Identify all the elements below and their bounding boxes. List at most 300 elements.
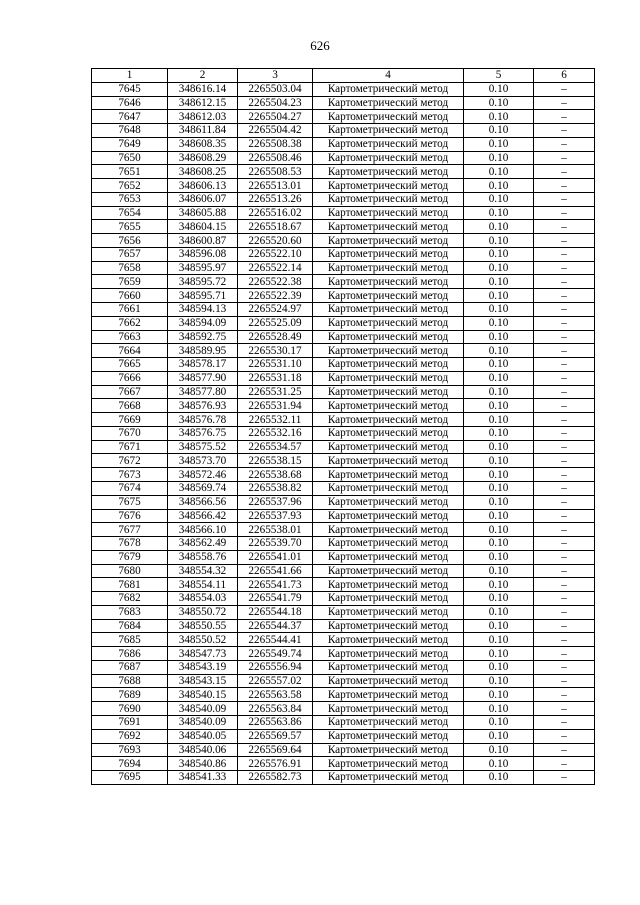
x-coordinate-cell: 348605.88: [168, 206, 238, 220]
table-row: [92, 124, 595, 138]
table-row: [92, 605, 595, 619]
y-coordinate-cell: 2265508.46: [238, 151, 313, 165]
y-coordinate-cell: 2265541.01: [238, 550, 313, 564]
y-coordinate-cell: 2265528.49: [238, 330, 313, 344]
y-coordinate-cell: 2265557.02: [238, 674, 313, 688]
method-cell: Картометрический метод: [313, 523, 464, 537]
point-number-cell: 7668: [92, 399, 168, 413]
method-cell: Картометрический метод: [313, 206, 464, 220]
point-number-cell: 7686: [92, 647, 168, 661]
method-cell: Картометрический метод: [313, 165, 464, 179]
accuracy-cell: 0.10: [464, 330, 534, 344]
method-cell: Картометрический метод: [313, 330, 464, 344]
y-coordinate-cell: 2265563.84: [238, 702, 313, 716]
x-coordinate-cell: 348566.42: [168, 509, 238, 523]
method-cell: Картометрический метод: [313, 715, 464, 729]
x-coordinate-cell: 348600.87: [168, 234, 238, 248]
note-cell: –: [534, 220, 595, 234]
point-number-cell: 7693: [92, 743, 168, 757]
y-coordinate-cell: 2265532.16: [238, 426, 313, 440]
method-cell: Картометрический метод: [313, 578, 464, 592]
accuracy-cell: 0.10: [464, 619, 534, 633]
accuracy-cell: 0.10: [464, 426, 534, 440]
method-cell: Картометрический метод: [313, 509, 464, 523]
note-cell: –: [534, 537, 595, 551]
accuracy-cell: 0.10: [464, 481, 534, 495]
accuracy-cell: 0.10: [464, 151, 534, 165]
method-cell: Картометрический метод: [313, 413, 464, 427]
note-cell: –: [534, 316, 595, 330]
table-row: [92, 330, 595, 344]
accuracy-cell: 0.10: [464, 275, 534, 289]
y-coordinate-cell: 2265522.14: [238, 261, 313, 275]
y-coordinate-cell: 2265569.64: [238, 743, 313, 757]
point-number-cell: 7657: [92, 247, 168, 261]
table-row: [92, 220, 595, 234]
point-number-cell: 7691: [92, 715, 168, 729]
table-row: [92, 715, 595, 729]
point-number-cell: 7692: [92, 729, 168, 743]
x-coordinate-cell: 348616.14: [168, 82, 238, 96]
accuracy-cell: 0.10: [464, 165, 534, 179]
x-coordinate-cell: 348577.90: [168, 371, 238, 385]
table-row: [92, 509, 595, 523]
method-cell: Картометрический метод: [313, 344, 464, 358]
y-coordinate-cell: 2265513.01: [238, 179, 313, 193]
note-cell: –: [534, 371, 595, 385]
note-cell: –: [534, 619, 595, 633]
method-cell: Картометрический метод: [313, 537, 464, 551]
accuracy-cell: 0.10: [464, 757, 534, 771]
note-cell: –: [534, 206, 595, 220]
table-row: [92, 592, 595, 606]
x-coordinate-cell: 348540.15: [168, 688, 238, 702]
table-row: [92, 523, 595, 537]
x-coordinate-cell: 348592.75: [168, 330, 238, 344]
note-cell: –: [534, 124, 595, 138]
point-number-cell: 7651: [92, 165, 168, 179]
accuracy-cell: 0.10: [464, 605, 534, 619]
method-cell: Картометрический метод: [313, 303, 464, 317]
accuracy-cell: 0.10: [464, 124, 534, 138]
note-cell: –: [534, 261, 595, 275]
accuracy-cell: 0.10: [464, 206, 534, 220]
table-row: [92, 385, 595, 399]
accuracy-cell: 0.10: [464, 454, 534, 468]
table-row: [92, 371, 595, 385]
note-cell: –: [534, 179, 595, 193]
x-coordinate-cell: 348562.49: [168, 537, 238, 551]
note-cell: –: [534, 509, 595, 523]
table-body: [92, 82, 595, 784]
point-number-cell: 7648: [92, 124, 168, 138]
method-cell: Картометрический метод: [313, 399, 464, 413]
table-row: [92, 82, 595, 96]
x-coordinate-cell: 348543.15: [168, 674, 238, 688]
x-coordinate-cell: 348540.86: [168, 757, 238, 771]
note-cell: –: [534, 715, 595, 729]
coordinates-table: [91, 68, 595, 785]
method-cell: Картометрический метод: [313, 592, 464, 606]
table-row: [92, 495, 595, 509]
y-coordinate-cell: 2265544.41: [238, 633, 313, 647]
y-coordinate-cell: 2265518.67: [238, 220, 313, 234]
note-cell: –: [534, 413, 595, 427]
method-cell: Картометрический метод: [313, 192, 464, 206]
note-cell: –: [534, 523, 595, 537]
method-cell: Картометрический метод: [313, 619, 464, 633]
accuracy-cell: 0.10: [464, 179, 534, 193]
x-coordinate-cell: 348595.71: [168, 289, 238, 303]
note-cell: –: [534, 468, 595, 482]
note-cell: –: [534, 82, 595, 96]
point-number-cell: 7665: [92, 358, 168, 372]
point-number-cell: 7667: [92, 385, 168, 399]
table-row: [92, 564, 595, 578]
accuracy-cell: 0.10: [464, 385, 534, 399]
method-cell: Картометрический метод: [313, 316, 464, 330]
method-cell: Картометрический метод: [313, 771, 464, 785]
x-coordinate-cell: 348576.78: [168, 413, 238, 427]
method-cell: Картометрический метод: [313, 495, 464, 509]
x-coordinate-cell: 348550.72: [168, 605, 238, 619]
point-number-cell: 7672: [92, 454, 168, 468]
y-coordinate-cell: 2265538.15: [238, 454, 313, 468]
y-coordinate-cell: 2265541.79: [238, 592, 313, 606]
y-coordinate-cell: 2265541.66: [238, 564, 313, 578]
note-cell: –: [534, 110, 595, 124]
column-header: 5: [464, 69, 534, 83]
method-cell: Картометрический метод: [313, 647, 464, 661]
y-coordinate-cell: 2265544.37: [238, 619, 313, 633]
y-coordinate-cell: 2265541.73: [238, 578, 313, 592]
note-cell: –: [534, 578, 595, 592]
point-number-cell: 7694: [92, 757, 168, 771]
y-coordinate-cell: 2265522.39: [238, 289, 313, 303]
y-coordinate-cell: 2265530.17: [238, 344, 313, 358]
table-row: [92, 275, 595, 289]
point-number-cell: 7679: [92, 550, 168, 564]
table-row: [92, 413, 595, 427]
method-cell: Картометрический метод: [313, 110, 464, 124]
x-coordinate-cell: 348554.11: [168, 578, 238, 592]
accuracy-cell: 0.10: [464, 647, 534, 661]
note-cell: –: [534, 674, 595, 688]
accuracy-cell: 0.10: [464, 358, 534, 372]
point-number-cell: 7681: [92, 578, 168, 592]
y-coordinate-cell: 2265569.57: [238, 729, 313, 743]
table-row: [92, 165, 595, 179]
note-cell: –: [534, 771, 595, 785]
table-row: [92, 206, 595, 220]
accuracy-cell: 0.10: [464, 660, 534, 674]
point-number-cell: 7650: [92, 151, 168, 165]
x-coordinate-cell: 348547.73: [168, 647, 238, 661]
x-coordinate-cell: 348554.03: [168, 592, 238, 606]
accuracy-cell: 0.10: [464, 523, 534, 537]
table-row: [92, 110, 595, 124]
accuracy-cell: 0.10: [464, 592, 534, 606]
x-coordinate-cell: 348594.13: [168, 303, 238, 317]
accuracy-cell: 0.10: [464, 371, 534, 385]
y-coordinate-cell: 2265563.86: [238, 715, 313, 729]
accuracy-cell: 0.10: [464, 234, 534, 248]
note-cell: –: [534, 605, 595, 619]
note-cell: –: [534, 564, 595, 578]
x-coordinate-cell: 348608.29: [168, 151, 238, 165]
y-coordinate-cell: 2265537.93: [238, 509, 313, 523]
method-cell: Картометрический метод: [313, 743, 464, 757]
accuracy-cell: 0.10: [464, 137, 534, 151]
note-cell: –: [534, 660, 595, 674]
method-cell: Картометрический метод: [313, 550, 464, 564]
x-coordinate-cell: 348558.76: [168, 550, 238, 564]
accuracy-cell: 0.10: [464, 688, 534, 702]
y-coordinate-cell: 2265537.96: [238, 495, 313, 509]
point-number-cell: 7682: [92, 592, 168, 606]
point-number-cell: 7653: [92, 192, 168, 206]
point-number-cell: 7671: [92, 440, 168, 454]
point-number-cell: 7680: [92, 564, 168, 578]
x-coordinate-cell: 348566.56: [168, 495, 238, 509]
table-row: [92, 137, 595, 151]
y-coordinate-cell: 2265531.10: [238, 358, 313, 372]
note-cell: –: [534, 440, 595, 454]
accuracy-cell: 0.10: [464, 440, 534, 454]
note-cell: –: [534, 344, 595, 358]
method-cell: Картометрический метод: [313, 757, 464, 771]
note-cell: –: [534, 757, 595, 771]
table-row: [92, 688, 595, 702]
note-cell: –: [534, 151, 595, 165]
x-coordinate-cell: 348569.74: [168, 481, 238, 495]
x-coordinate-cell: 348554.32: [168, 564, 238, 578]
x-coordinate-cell: 348576.93: [168, 399, 238, 413]
column-header: 3: [238, 69, 313, 83]
x-coordinate-cell: 348550.55: [168, 619, 238, 633]
note-cell: –: [534, 454, 595, 468]
y-coordinate-cell: 2265522.10: [238, 247, 313, 261]
note-cell: –: [534, 426, 595, 440]
note-cell: –: [534, 358, 595, 372]
table-row: [92, 619, 595, 633]
point-number-cell: 7678: [92, 537, 168, 551]
table-header-row: [92, 69, 595, 83]
point-number-cell: 7655: [92, 220, 168, 234]
x-coordinate-cell: 348608.25: [168, 165, 238, 179]
note-cell: –: [534, 96, 595, 110]
y-coordinate-cell: 2265531.25: [238, 385, 313, 399]
method-cell: Картометрический метод: [313, 440, 464, 454]
y-coordinate-cell: 2265508.38: [238, 137, 313, 151]
method-cell: Картометрический метод: [313, 688, 464, 702]
method-cell: Картометрический метод: [313, 729, 464, 743]
accuracy-cell: 0.10: [464, 82, 534, 96]
point-number-cell: 7652: [92, 179, 168, 193]
x-coordinate-cell: 348612.15: [168, 96, 238, 110]
y-coordinate-cell: 2265563.58: [238, 688, 313, 702]
point-number-cell: 7658: [92, 261, 168, 275]
table-row: [92, 192, 595, 206]
point-number-cell: 7673: [92, 468, 168, 482]
method-cell: Картометрический метод: [313, 481, 464, 495]
point-number-cell: 7676: [92, 509, 168, 523]
method-cell: Картометрический метод: [313, 702, 464, 716]
column-header: 4: [313, 69, 464, 83]
table-row: [92, 537, 595, 551]
point-number-cell: 7695: [92, 771, 168, 785]
note-cell: –: [534, 289, 595, 303]
note-cell: –: [534, 399, 595, 413]
note-cell: –: [534, 743, 595, 757]
x-coordinate-cell: 348575.52: [168, 440, 238, 454]
table-row: [92, 468, 595, 482]
point-number-cell: 7661: [92, 303, 168, 317]
table-row: [92, 303, 595, 317]
method-cell: Картометрический метод: [313, 633, 464, 647]
method-cell: Картометрический метод: [313, 234, 464, 248]
table-row: [92, 454, 595, 468]
method-cell: Картометрический метод: [313, 605, 464, 619]
note-cell: –: [534, 729, 595, 743]
note-cell: –: [534, 688, 595, 702]
table-row: [92, 151, 595, 165]
point-number-cell: 7689: [92, 688, 168, 702]
method-cell: Картометрический метод: [313, 371, 464, 385]
y-coordinate-cell: 2265513.26: [238, 192, 313, 206]
point-number-cell: 7670: [92, 426, 168, 440]
point-number-cell: 7664: [92, 344, 168, 358]
x-coordinate-cell: 348573.70: [168, 454, 238, 468]
method-cell: Картометрический метод: [313, 261, 464, 275]
x-coordinate-cell: 348572.46: [168, 468, 238, 482]
x-coordinate-cell: 348577.80: [168, 385, 238, 399]
point-number-cell: 7683: [92, 605, 168, 619]
note-cell: –: [534, 481, 595, 495]
accuracy-cell: 0.10: [464, 261, 534, 275]
point-number-cell: 7675: [92, 495, 168, 509]
point-number-cell: 7685: [92, 633, 168, 647]
y-coordinate-cell: 2265508.53: [238, 165, 313, 179]
table-row: [92, 344, 595, 358]
note-cell: –: [534, 647, 595, 661]
x-coordinate-cell: 348612.03: [168, 110, 238, 124]
y-coordinate-cell: 2265525.09: [238, 316, 313, 330]
note-cell: –: [534, 275, 595, 289]
note-cell: –: [534, 234, 595, 248]
note-cell: –: [534, 330, 595, 344]
table-row: [92, 729, 595, 743]
x-coordinate-cell: 348595.72: [168, 275, 238, 289]
table-row: [92, 234, 595, 248]
method-cell: Картометрический метод: [313, 220, 464, 234]
x-coordinate-cell: 348540.09: [168, 715, 238, 729]
note-cell: –: [534, 192, 595, 206]
note-cell: –: [534, 137, 595, 151]
point-number-cell: 7663: [92, 330, 168, 344]
y-coordinate-cell: 2265522.38: [238, 275, 313, 289]
point-number-cell: 7656: [92, 234, 168, 248]
table-row: [92, 481, 595, 495]
y-coordinate-cell: 2265544.18: [238, 605, 313, 619]
accuracy-cell: 0.10: [464, 564, 534, 578]
method-cell: Картометрический метод: [313, 289, 464, 303]
x-coordinate-cell: 348540.06: [168, 743, 238, 757]
accuracy-cell: 0.10: [464, 495, 534, 509]
y-coordinate-cell: 2265504.42: [238, 124, 313, 138]
point-number-cell: 7647: [92, 110, 168, 124]
x-coordinate-cell: 348540.09: [168, 702, 238, 716]
accuracy-cell: 0.10: [464, 96, 534, 110]
method-cell: Картометрический метод: [313, 385, 464, 399]
point-number-cell: 7687: [92, 660, 168, 674]
y-coordinate-cell: 2265504.27: [238, 110, 313, 124]
accuracy-cell: 0.10: [464, 289, 534, 303]
point-number-cell: 7646: [92, 96, 168, 110]
table-row: [92, 633, 595, 647]
table-row: [92, 440, 595, 454]
table-row: [92, 702, 595, 716]
x-coordinate-cell: 348604.15: [168, 220, 238, 234]
accuracy-cell: 0.10: [464, 344, 534, 358]
x-coordinate-cell: 348611.84: [168, 124, 238, 138]
point-number-cell: 7674: [92, 481, 168, 495]
x-coordinate-cell: 348596.08: [168, 247, 238, 261]
note-cell: –: [534, 303, 595, 317]
y-coordinate-cell: 2265520.60: [238, 234, 313, 248]
accuracy-cell: 0.10: [464, 247, 534, 261]
note-cell: –: [534, 385, 595, 399]
y-coordinate-cell: 2265532.11: [238, 413, 313, 427]
y-coordinate-cell: 2265538.01: [238, 523, 313, 537]
method-cell: Картометрический метод: [313, 247, 464, 261]
y-coordinate-cell: 2265516.02: [238, 206, 313, 220]
table-row: [92, 426, 595, 440]
accuracy-cell: 0.10: [464, 509, 534, 523]
accuracy-cell: 0.10: [464, 468, 534, 482]
y-coordinate-cell: 2265534.57: [238, 440, 313, 454]
note-cell: –: [534, 592, 595, 606]
note-cell: –: [534, 247, 595, 261]
note-cell: –: [534, 495, 595, 509]
x-coordinate-cell: 348550.52: [168, 633, 238, 647]
note-cell: –: [534, 633, 595, 647]
method-cell: Картометрический метод: [313, 137, 464, 151]
table-row: [92, 399, 595, 413]
accuracy-cell: 0.10: [464, 399, 534, 413]
y-coordinate-cell: 2265503.04: [238, 82, 313, 96]
accuracy-cell: 0.10: [464, 110, 534, 124]
table-row: [92, 674, 595, 688]
accuracy-cell: 0.10: [464, 715, 534, 729]
table-row: [92, 96, 595, 110]
point-number-cell: 7666: [92, 371, 168, 385]
table-row: [92, 550, 595, 564]
y-coordinate-cell: 2265531.18: [238, 371, 313, 385]
accuracy-cell: 0.10: [464, 771, 534, 785]
accuracy-cell: 0.10: [464, 537, 534, 551]
point-number-cell: 7645: [92, 82, 168, 96]
x-coordinate-cell: 348606.13: [168, 179, 238, 193]
x-coordinate-cell: 348606.07: [168, 192, 238, 206]
y-coordinate-cell: 2265539.70: [238, 537, 313, 551]
point-number-cell: 7660: [92, 289, 168, 303]
method-cell: Картометрический метод: [313, 275, 464, 289]
point-number-cell: 7662: [92, 316, 168, 330]
accuracy-cell: 0.10: [464, 192, 534, 206]
accuracy-cell: 0.10: [464, 578, 534, 592]
method-cell: Картометрический метод: [313, 660, 464, 674]
